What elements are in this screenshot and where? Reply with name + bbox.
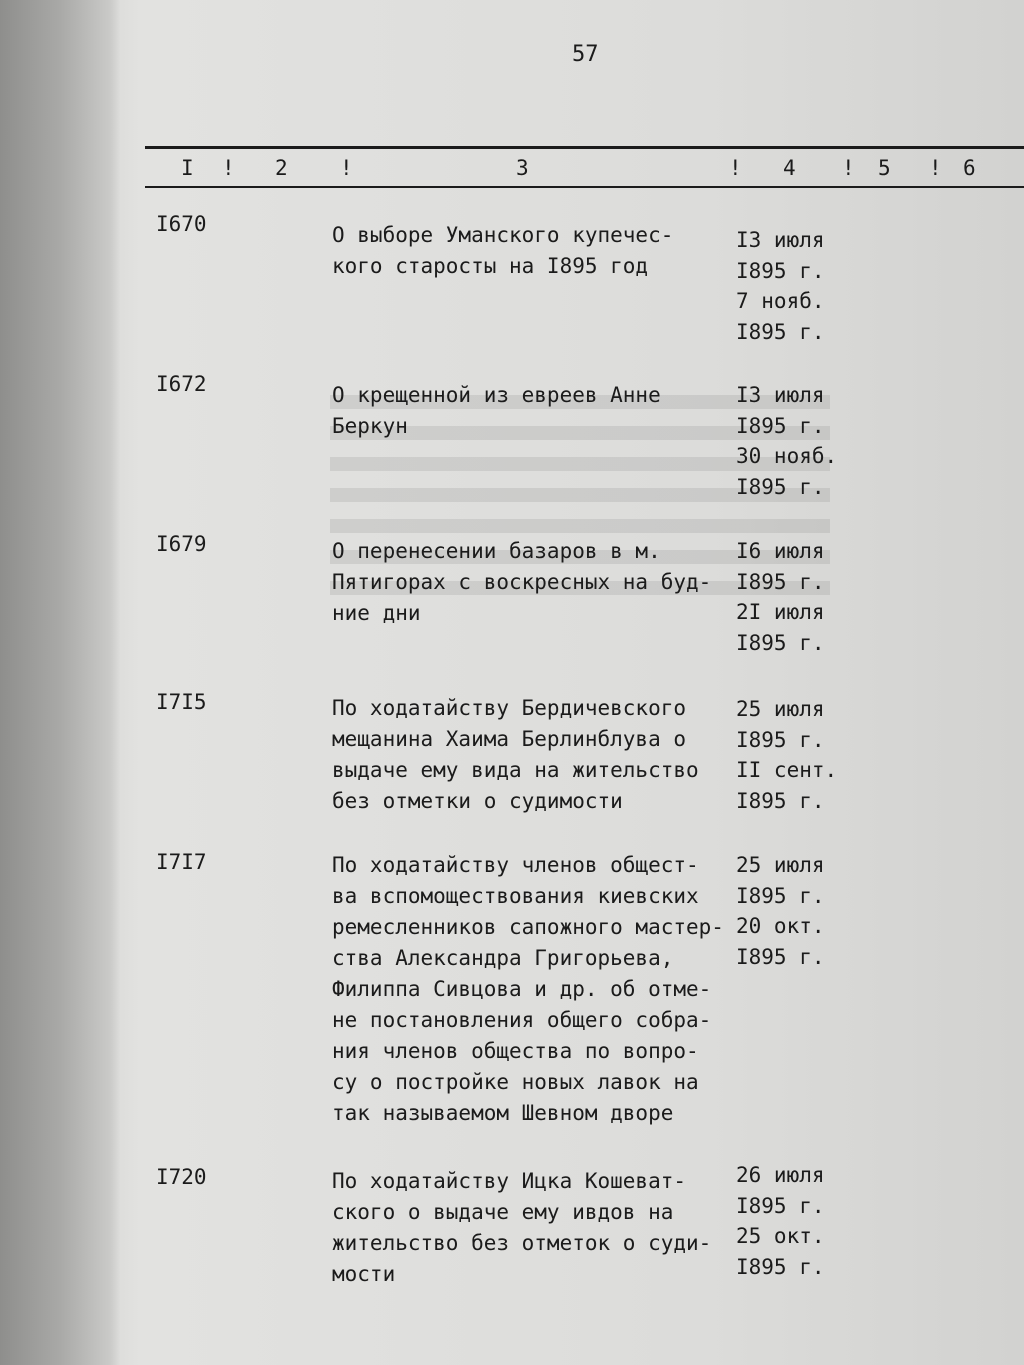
description-line: Беркун xyxy=(332,414,408,438)
description-line: ние дни xyxy=(332,601,421,625)
description-line: выдаче ему вида на жительство xyxy=(332,758,699,782)
row-dates xyxy=(736,694,837,816)
date-line: I895 г. xyxy=(736,474,825,499)
description-line: кого старосты на I895 год xyxy=(332,254,649,278)
row-number: I7I7 xyxy=(156,850,207,874)
description-line: По ходатайству Бердичевского xyxy=(332,696,687,720)
date-line: I6 июля xyxy=(736,539,825,563)
date-line: I895 г. xyxy=(736,413,825,438)
row-dates xyxy=(736,850,825,972)
header-col-1: I xyxy=(181,156,194,180)
row-dates xyxy=(736,1160,825,1282)
header-col-2: 2 xyxy=(275,156,288,180)
date-line: I895 г. xyxy=(736,1254,825,1279)
description-line: По ходатайству Ицка Кошеват- xyxy=(332,1169,687,1193)
date-line: I895 г. xyxy=(736,727,825,752)
header-separator: ! xyxy=(929,156,942,180)
header-separator: ! xyxy=(340,156,353,180)
date-line: 25 окт. xyxy=(736,1224,825,1248)
row-description xyxy=(332,220,732,282)
row-dates xyxy=(736,536,825,658)
description-line: не постановления общего собра- xyxy=(332,1008,712,1032)
date-line: 7 нояб. xyxy=(736,289,825,313)
date-line: I895 г. xyxy=(736,569,825,594)
description-line: ского о выдаче ему ивдов на xyxy=(332,1200,674,1224)
description-line: жительство без отметок о суди- xyxy=(332,1231,712,1255)
date-line: I895 г. xyxy=(736,1193,825,1218)
description-line: без отметки о судимости xyxy=(332,789,623,813)
header-separator: ! xyxy=(729,156,742,180)
row-description xyxy=(332,536,732,629)
description-line: су о постройке новых лавок на xyxy=(332,1070,699,1094)
date-line: I895 г. xyxy=(736,630,825,655)
date-line: 20 окт. xyxy=(736,914,825,938)
header-col-3: 3 xyxy=(516,156,529,180)
row-dates xyxy=(736,380,837,502)
row-description xyxy=(332,1166,732,1290)
date-line: I895 г. xyxy=(736,258,825,283)
row-number: I672 xyxy=(156,372,207,396)
description-line: мещанина Хаима Берлинблува о xyxy=(332,727,687,751)
date-line: 30 нояб. xyxy=(736,444,838,468)
description-line: По ходатайству членов общест- xyxy=(332,853,699,877)
header-separator: ! xyxy=(222,156,235,180)
row-description xyxy=(332,693,732,817)
description-line: Пятигорах с воскресных на буд- xyxy=(332,570,712,594)
row-number: I670 xyxy=(156,212,207,236)
description-line: О выборе Уманского купечес- xyxy=(332,223,674,247)
row-number: I679 xyxy=(156,532,207,556)
date-line: 2I июля xyxy=(736,600,825,624)
header-separator: ! xyxy=(842,156,855,180)
page-number: 57 xyxy=(572,42,599,67)
row-number: I720 xyxy=(156,1165,207,1189)
description-line: мости xyxy=(332,1262,396,1286)
date-line: I895 г. xyxy=(736,788,825,813)
header-col-5: 5 xyxy=(878,156,891,180)
date-line: I3 июля xyxy=(736,228,825,252)
header-col-4: 4 xyxy=(783,156,796,180)
date-line: I3 июля xyxy=(736,383,825,407)
date-line: I895 г. xyxy=(736,944,825,969)
description-line: О крещенной из евреев Анне xyxy=(332,383,661,407)
date-line: 25 июля xyxy=(736,853,825,877)
table-header-rule xyxy=(145,186,1024,188)
date-line: II сент. xyxy=(736,758,838,782)
row-number: I7I5 xyxy=(156,690,207,714)
description-line: ва вспомоществования киевских xyxy=(332,884,699,908)
date-line: I895 г. xyxy=(736,883,825,908)
row-dates xyxy=(736,225,825,347)
book-spine-shadow xyxy=(0,0,120,1365)
date-line: I895 г. xyxy=(736,319,825,344)
description-line: О перенесении базаров в м. xyxy=(332,539,661,563)
description-line: ремесленников сапожного мастер- xyxy=(332,915,724,939)
row-description xyxy=(332,850,732,1129)
header-col-6: 6 xyxy=(963,156,976,180)
row-description xyxy=(332,380,732,442)
description-line: ния членов общества по вопро- xyxy=(332,1039,699,1063)
date-line: 26 июля xyxy=(736,1163,825,1187)
description-line: так называемом Шевном дворе xyxy=(332,1101,674,1125)
description-line: Филиппа Сивцова и др. об отме- xyxy=(332,977,712,1001)
table-top-rule xyxy=(145,146,1024,149)
description-line: ства Александра Григорьева, xyxy=(332,946,674,970)
date-line: 25 июля xyxy=(736,697,825,721)
